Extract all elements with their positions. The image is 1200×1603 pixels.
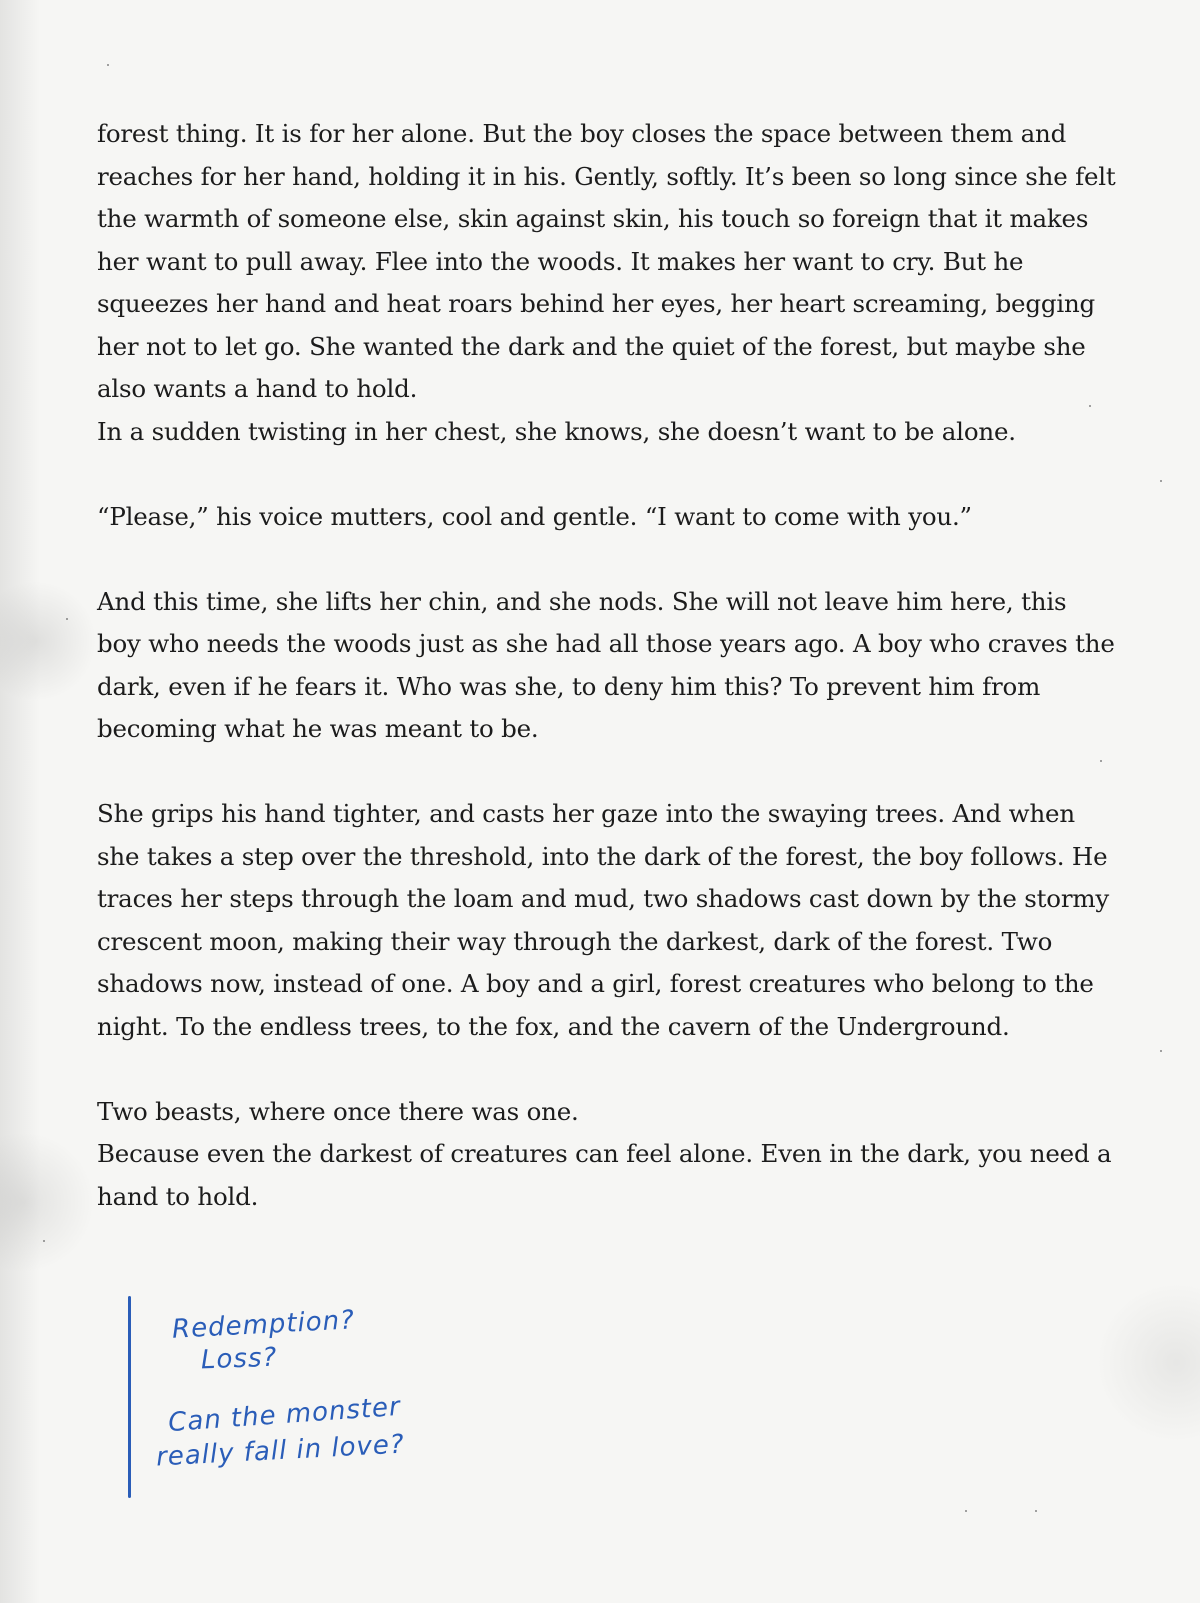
- paragraph: And this time, she lifts her chin, and she nods. She will not leave him here, this boy who needs the woods just as she had all those years ago. A boy who craves the dark, even if he fears it. Who was she, to deny him this? To prevent him from becoming what he was meant to be.: [97, 586, 1115, 743]
- paragraph: Two beasts, where once there was one.: [97, 1096, 579, 1126]
- handwritten-margin-note: [128, 1296, 448, 1498]
- paper-speck: [1160, 480, 1162, 482]
- paper-speck: [965, 1510, 967, 1512]
- paper-speck: [107, 64, 109, 66]
- paper-speck: [1160, 1050, 1162, 1052]
- paragraph: “Please,” his voice mutters, cool and gentle. “I want to come with you.”: [97, 501, 972, 531]
- pen-margin-line: [128, 1296, 131, 1498]
- note-line-monster: Can the monster: [167, 1391, 402, 1439]
- note-line-redemption: Redemption?: [171, 1305, 356, 1345]
- note-line-love: really fall in love?: [155, 1429, 406, 1473]
- paragraph: Because even the darkest of creatures can feel alone. Even in the dark, you need a hand to hold.: [97, 1139, 1112, 1211]
- paragraph: In a sudden twisting in her chest, she knows, she doesn’t want to be alone.: [97, 416, 1016, 446]
- paragraph: She grips his hand tighter, and casts her gaze into the swaying trees. And when she takes a step over the threshold, into the dark of the forest, the boy follows. He traces her steps through the loam and mud, two shadows cast down by the stormy crescent moon, making their way through the darkest, dark of the forest. Two shadows now, instead of one. A boy and a girl, forest creatures who belong to the night. To the endless trees, to the fox, and the cavern of the Underground.: [97, 799, 1110, 1041]
- paper-speck: [66, 618, 68, 620]
- paper-speck: [43, 1240, 45, 1242]
- paper-speck: [1035, 1510, 1037, 1512]
- note-line-loss: Loss?: [200, 1342, 278, 1376]
- story-text: [97, 113, 1117, 1218]
- paragraph: forest thing. It is for her alone. But the boy closes the space between them and reaches for her hand, holding it in his. Gently, softly. It’s been so long since she felt the warmth of someone else, skin against skin, his touch so foreign that it makes her want to pull away. Flee into the woods. It makes her want to cry. But he squeezes her hand and heat roars behind her eyes, her heart screaming, begging her not to let go. She wanted the dark and the quiet of the forest, but maybe she also wants a hand to hold.: [97, 119, 1116, 403]
